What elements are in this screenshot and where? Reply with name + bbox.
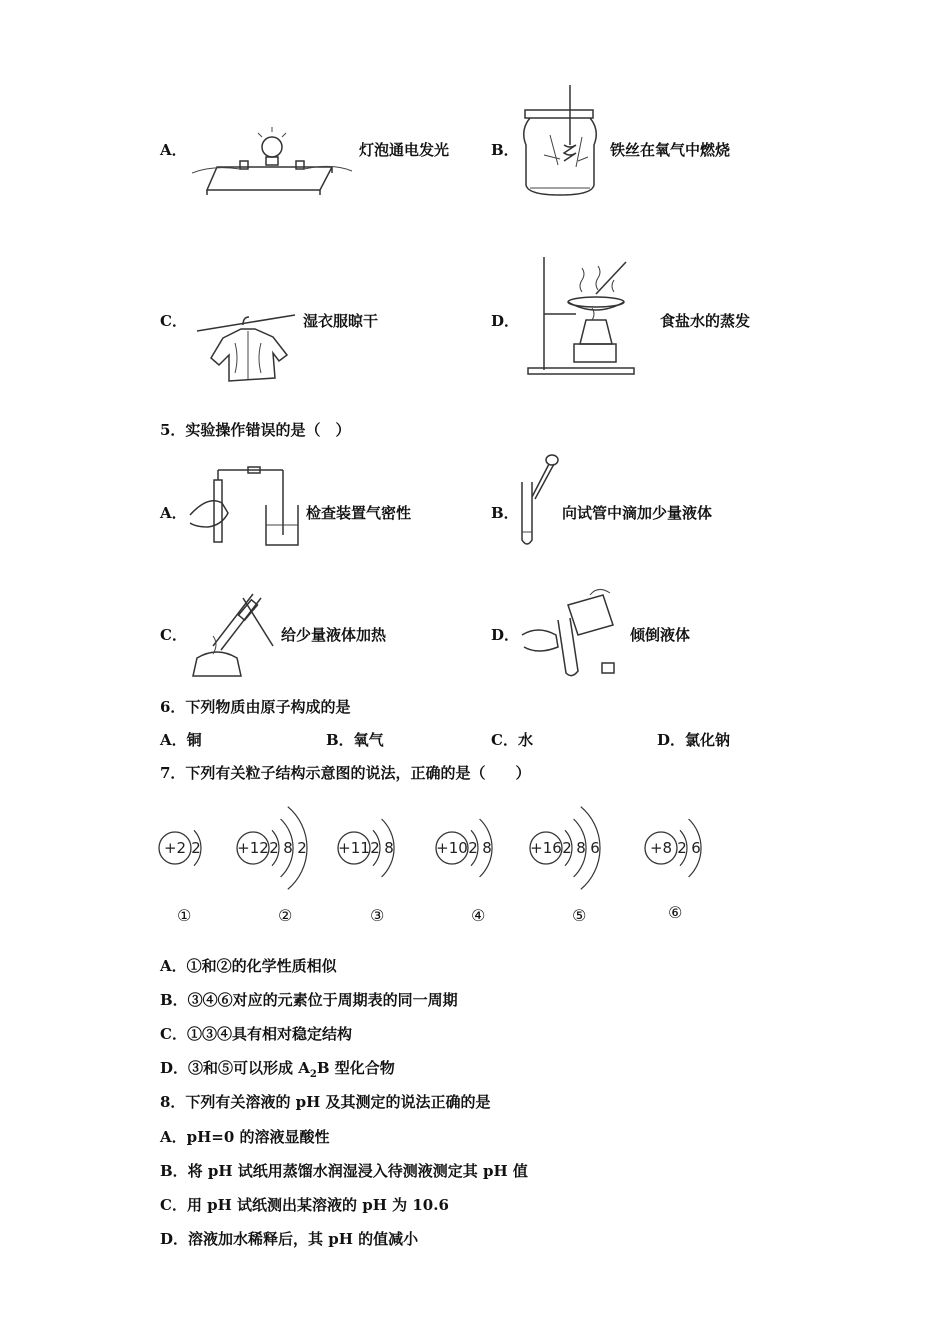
- q6-stem: 6．下列物质由原子构成的是: [160, 698, 351, 716]
- nucleus-charge: +16: [530, 839, 562, 857]
- q6-option-a: A．铜: [160, 731, 202, 749]
- q6-option-d: D．氯化钠: [657, 731, 731, 749]
- q5-option-d-letter: D．: [491, 626, 520, 644]
- q7-option-d-pre: D．③和⑤可以形成 A: [160, 1059, 310, 1077]
- q7-option-d: [160, 1058, 395, 1085]
- bulb-circuit-figure: [192, 125, 357, 200]
- atom-label-6: ⑥: [668, 903, 683, 922]
- q4-option-b-text: 铁丝在氧气中燃烧: [610, 141, 731, 159]
- salt-water-evaporation-figure: [526, 252, 638, 377]
- q7-option-c: C．①③④具有相对稳定结构: [160, 1025, 352, 1043]
- q4-option-c-letter: C．: [160, 312, 187, 330]
- atom-diagram-1: [159, 830, 201, 865]
- q8-option-a: A．pH=0 的溶液显酸性: [160, 1128, 330, 1146]
- atom-diagram-3: [338, 819, 394, 877]
- nucleus-charge: +11: [338, 839, 370, 857]
- q7-option-b: B．③④⑥对应的元素位于周期表的同一周期: [160, 991, 458, 1009]
- atom-label-1: ①: [177, 906, 192, 925]
- nucleus-charge: +10: [436, 839, 468, 857]
- q4-option-a-letter: A．: [160, 141, 187, 159]
- electron-count: 2: [370, 839, 380, 857]
- q5-option-c-letter: C．: [160, 626, 187, 644]
- atom-diagram-4: [436, 819, 492, 877]
- electron-count: 2: [562, 839, 572, 857]
- nucleus-charge: +2: [163, 839, 187, 857]
- atom-diagram-6: [645, 819, 701, 877]
- q5-stem: 5．实验操作错误的是（ ）: [160, 421, 351, 439]
- electron-count: 8: [384, 839, 394, 857]
- nucleus-charge: +12: [237, 839, 269, 857]
- q5-option-c-text: 给少量液体加热: [281, 626, 387, 644]
- liquid-heating-figure: [183, 586, 278, 681]
- electron-count: 8: [576, 839, 586, 857]
- atomic-structure-diagrams: [155, 790, 725, 905]
- atom-label-2: ②: [278, 906, 293, 925]
- electron-count: 6: [691, 839, 701, 857]
- airtightness-check-figure: [188, 465, 303, 550]
- dropper-test-tube-figure: [512, 452, 562, 552]
- q5-option-a-letter: A．: [160, 504, 187, 522]
- q4-option-a-text: 灯泡通电发光: [359, 141, 450, 159]
- pour-liquid-figure: [518, 585, 623, 680]
- q7-stem: 7．下列有关粒子结构示意图的说法，正确的是（ ）: [160, 764, 531, 782]
- q5-option-b-letter: B．: [491, 504, 519, 522]
- q4-option-c-text: 湿衣服晾干: [303, 312, 379, 330]
- q6-option-b: B．氧气: [326, 731, 384, 749]
- q4-option-b-letter: B．: [491, 141, 519, 159]
- q7-option-d-post: B 型化合物: [316, 1059, 395, 1077]
- wet-clothes-figure: [195, 303, 300, 383]
- q8-option-c: C．用 pH 试纸测出某溶液的 pH 为 10.6: [160, 1196, 449, 1214]
- electron-count: 2: [468, 839, 478, 857]
- nucleus-charge: +8: [649, 839, 673, 857]
- atom-label-3: ③: [370, 906, 385, 925]
- q7-option-d-sub: 2: [309, 1069, 317, 1080]
- q4-option-d-text: 食盐水的蒸发: [660, 312, 751, 330]
- iron-wire-oxygen-figure: [520, 85, 605, 200]
- q8-option-d: D．溶液加水稀释后，其 pH 的值减小: [160, 1230, 419, 1248]
- electron-count: 2: [677, 839, 687, 857]
- atom-label-5: ⑤: [572, 906, 587, 925]
- electron-count: 2: [191, 839, 201, 857]
- electron-count: 2: [297, 839, 307, 857]
- atom-diagram-2: [237, 807, 307, 890]
- q4-option-d-letter: D．: [491, 312, 520, 330]
- q7-option-a: A．①和②的化学性质相似: [160, 957, 337, 975]
- q8-stem: 8．下列有关溶液的 pH 及其测定的说法正确的是: [160, 1093, 491, 1111]
- q5-option-b-text: 向试管中滴加少量液体: [562, 504, 713, 522]
- q8-option-b: B．将 pH 试纸用蒸馏水润湿浸入待测液测定其 pH 值: [160, 1162, 528, 1180]
- atom-label-4: ④: [471, 906, 486, 925]
- electron-count: 6: [590, 839, 600, 857]
- q5-option-a-text: 检查装置气密性: [306, 504, 412, 522]
- electron-count: 2: [269, 839, 279, 857]
- electron-count: 8: [283, 839, 293, 857]
- electron-count: 8: [482, 839, 492, 857]
- q6-option-c: C．水: [491, 731, 533, 749]
- q5-option-d-text: 倾倒液体: [630, 626, 691, 644]
- atom-diagram-5: [530, 807, 600, 890]
